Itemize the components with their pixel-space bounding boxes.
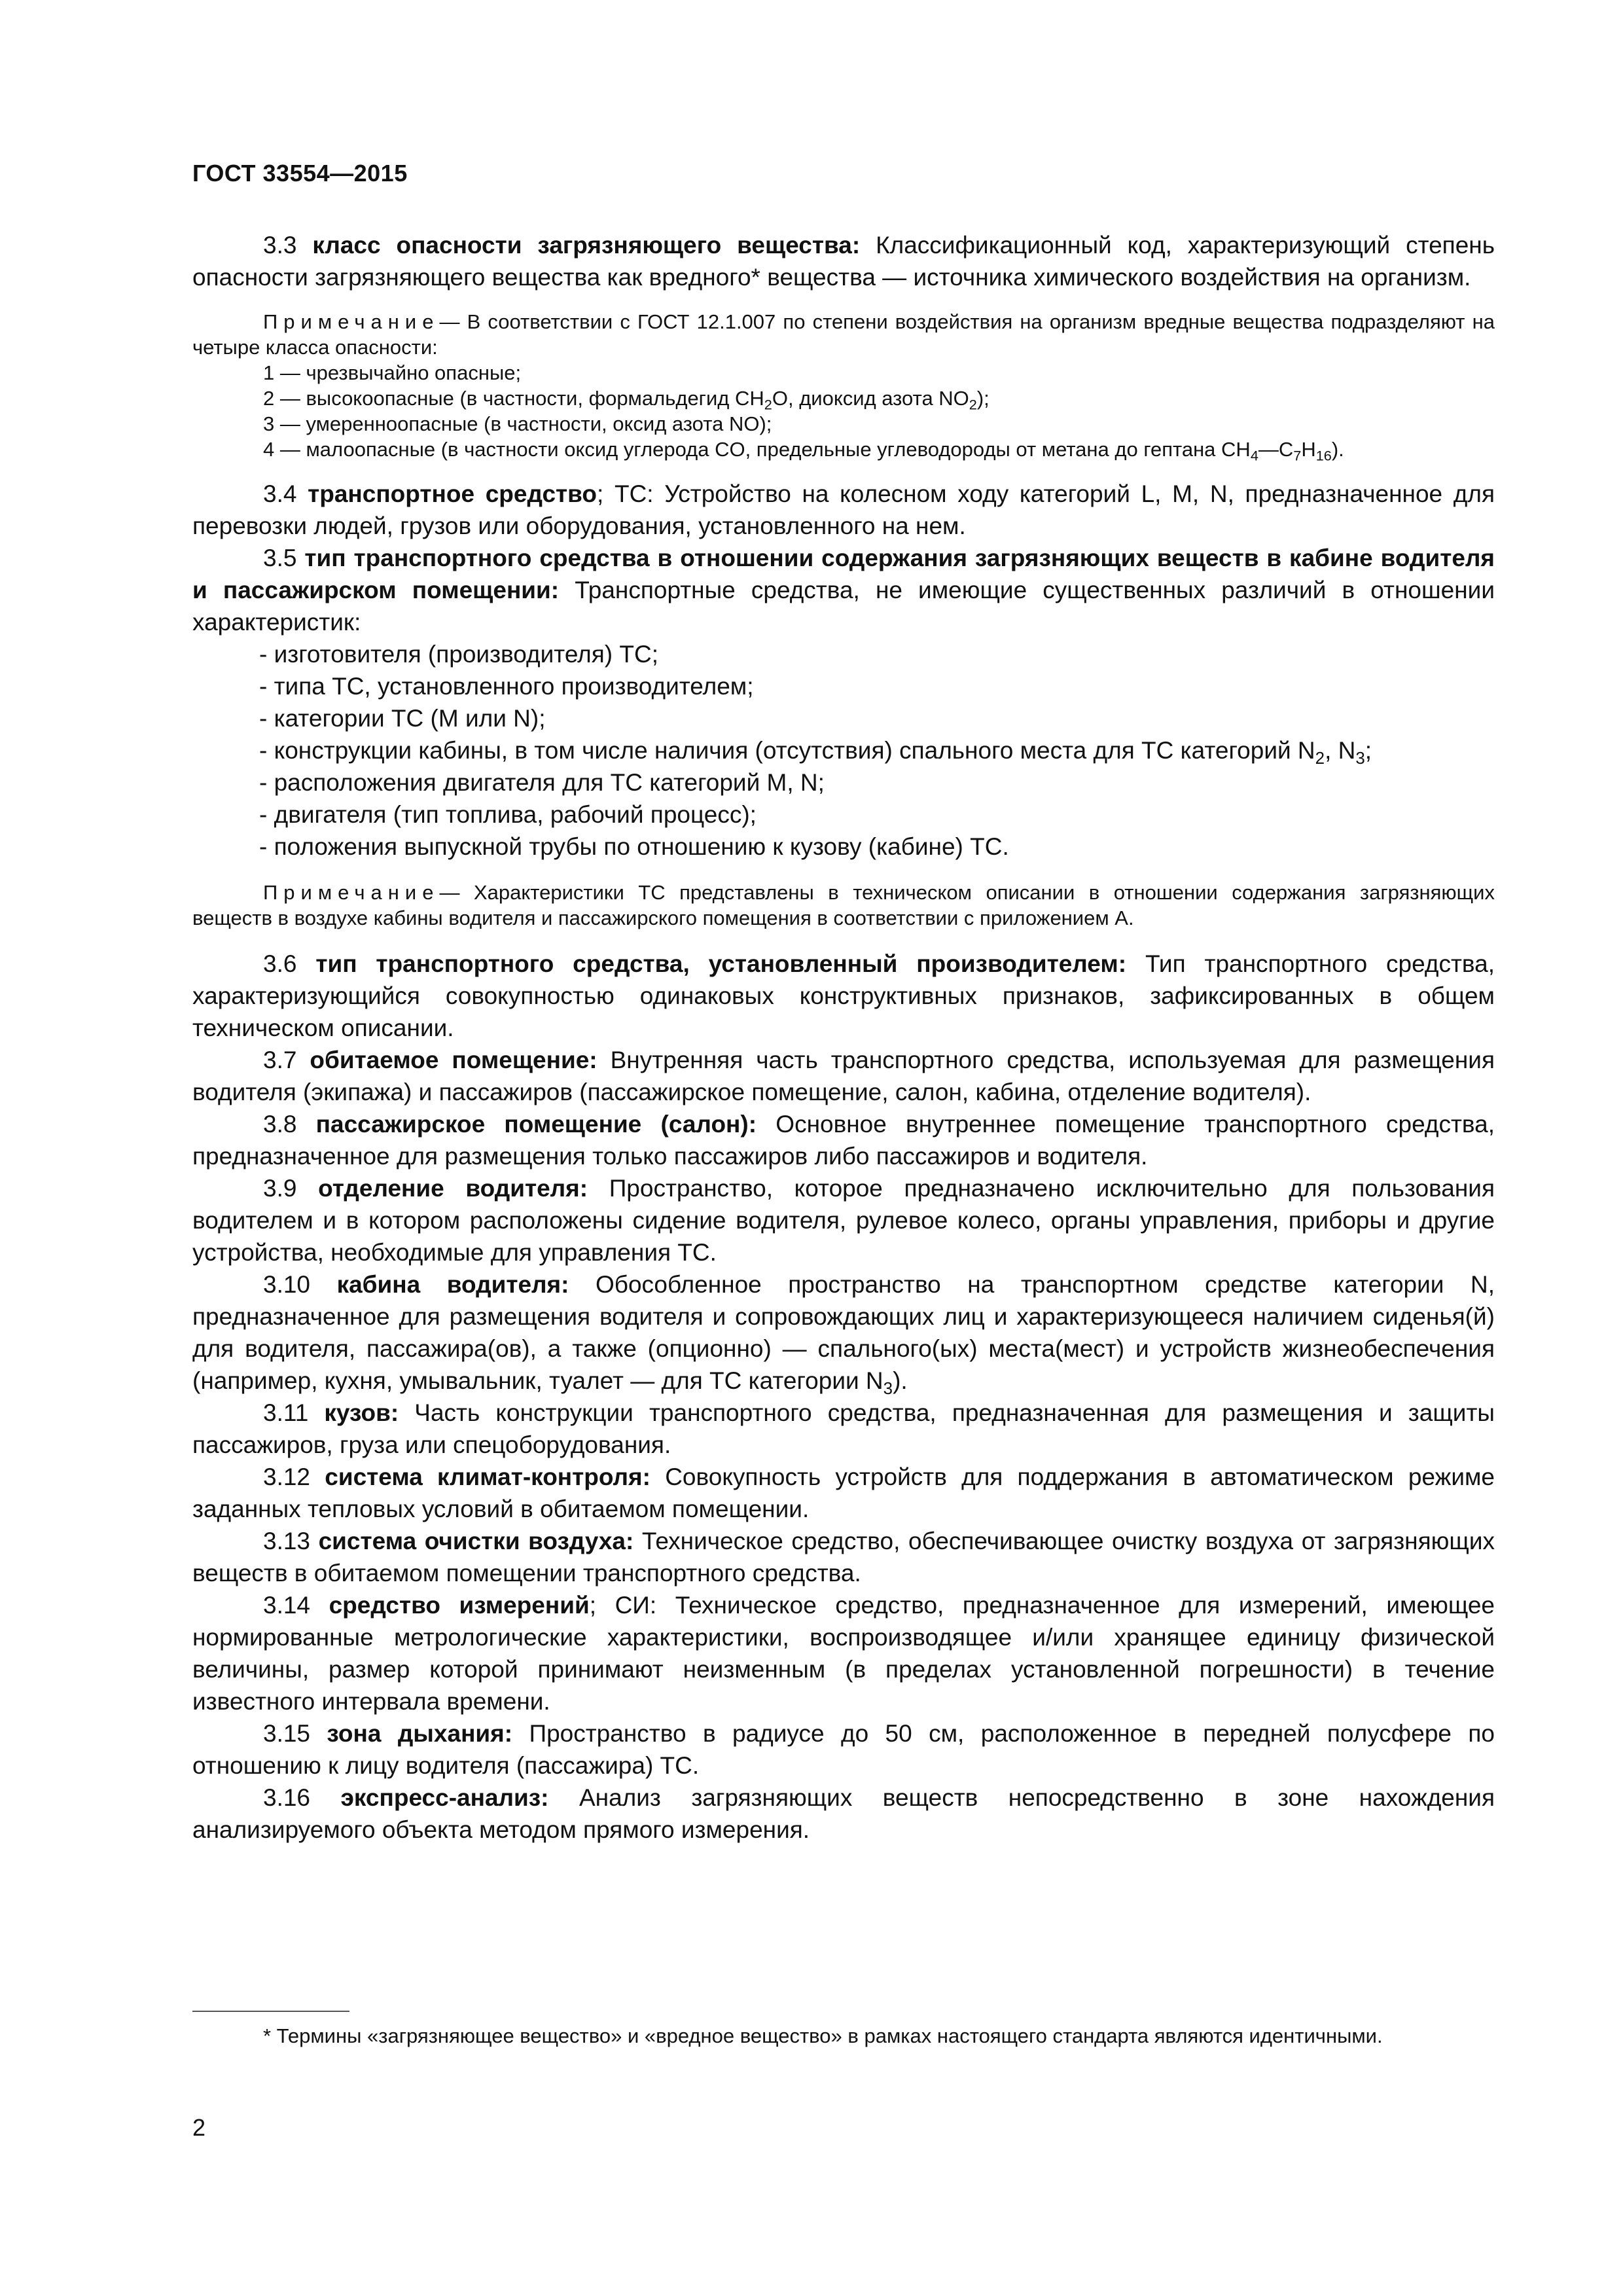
definition-text: Транспортные средства, не имеющие существенных различий в отношении характеристик:: [192, 577, 1495, 636]
definition-text: Часть конструкции транспортного средства, предназначенная для размещения и защиты пассажиров, груза или спецоборудования.: [192, 1399, 1495, 1458]
definition-3-15: [192, 1717, 1495, 1782]
definition-3-16: [192, 1782, 1495, 1846]
note-1-item-3: 3 — умеренноопасные (в частности, оксид азота NO);: [263, 412, 772, 435]
note-item-text: ).: [1331, 438, 1344, 461]
term: тип транспортного средства, установленный производителем:: [315, 950, 1127, 977]
definition-text: Основное внутреннее помещение транспортного средства, предназначенное для размещения только пассажиров либо пассажиров и водителя.: [192, 1111, 1495, 1170]
note-item-text: );: [976, 387, 990, 410]
list-item: - положения выпускной трубы по отношению к кузову (кабине) ТС.: [259, 833, 1009, 860]
clause-number: 3.12: [263, 1463, 325, 1490]
list-item: - изготовителя (производителя) ТС;: [259, 641, 659, 668]
definition-3-6: [192, 948, 1495, 1044]
list-item-text: , N: [1325, 737, 1356, 764]
term: система климат-контроля:: [325, 1463, 651, 1490]
definition-text: Анализ загрязняющих веществ непосредственно в зоне нахождения анализируемого объекта методом прямого измерения.: [192, 1784, 1495, 1843]
clause-number: 3.4: [263, 480, 308, 507]
note-item-text: —C: [1258, 438, 1294, 461]
definition-3-7: [192, 1044, 1495, 1108]
note-1-item-2: [192, 386, 1495, 411]
note-text: — В соответствии с ГОСТ 12.1.007 по степени воздействия на организм вредные вещества подразделяют на четыре класса опасности:: [192, 310, 1495, 359]
definition-3-5: [192, 542, 1495, 638]
clause-number: 3.16: [263, 1784, 341, 1811]
list-item: - расположения двигателя для ТС категорий M, N;: [259, 769, 825, 796]
definition-text: Совокупность устройств для поддержания в автоматическом режиме заданных тепловых условий в обитаемом помещении.: [192, 1463, 1495, 1522]
definition-3-3: [192, 229, 1495, 293]
note-1-item-1: 1 — чрезвычайно опасные;: [263, 361, 522, 384]
definition-text: Классификационный код, характеризующий степень опасности загрязняющего вещества как вредного* вещества — источника химического воздействия на организм.: [192, 232, 1495, 291]
list-item-text: ;: [1364, 737, 1372, 764]
note-label: Примечание: [263, 310, 440, 333]
term: экспресс-анализ:: [340, 1784, 549, 1811]
footnote-divider: [192, 2011, 349, 2012]
subscript: 2: [969, 396, 977, 413]
list-item: - типа ТС, установленного производителем;: [259, 673, 754, 700]
footnote: * Термины «загрязняющее вещество» и «вредное вещество» в рамках настоящего стандарта являются идентичными.: [263, 2024, 1383, 2047]
definition-text: ; ТС: Устройство на колесном ходу категорий L, M, N, предназначенное для перевозки людей, грузов или оборудования, установленного на нем.: [192, 480, 1495, 539]
note-item-text: 2 — высокоопасные (в частности, формальдегид CH: [263, 387, 764, 410]
term: средство измерений: [329, 1592, 590, 1619]
document-body: [192, 229, 1495, 1846]
clause-number: 3.13: [263, 1528, 319, 1554]
definition-3-8: [192, 1108, 1495, 1172]
list-item: [192, 734, 1495, 766]
clause-number: 3.8: [263, 1111, 316, 1138]
definition-text: Пространство, которое предназначено исключительно для пользования водителем и в котором расположены сидение водителя, рулевое колесо, органы управления, приборы и другие устройства, необходимые для управления ТС.: [192, 1175, 1495, 1266]
subscript: 2: [764, 396, 772, 413]
list-item: - двигателя (тип топлива, рабочий процесс);: [259, 801, 757, 828]
note-1-item-4: [192, 437, 1495, 462]
note-item-text: O, диоксид азота NO: [772, 387, 969, 410]
document-header: ГОСТ 33554—2015: [192, 160, 408, 187]
list-item-text: - конструкции кабины, в том числе наличия (отсутствия) спального места для ТС категорий N: [259, 737, 1315, 764]
term: транспортное средство: [308, 480, 597, 507]
clause-number: 3.9: [263, 1175, 319, 1202]
note-text: — Характеристики ТС представлены в техническом описании в отношении содержания загрязняющих веществ в воздухе кабины водителя и пассажирского помещения в соответствии с приложением А.: [192, 881, 1495, 929]
subscript: 3: [883, 1379, 893, 1398]
note-2: [192, 880, 1495, 931]
term: обитаемое помещение:: [310, 1047, 597, 1073]
clause-number: 3.15: [263, 1720, 327, 1747]
subscript: 2: [1315, 749, 1325, 768]
definition-3-13: [192, 1525, 1495, 1589]
subscript: 16: [1315, 447, 1332, 464]
definition-3-9: [192, 1172, 1495, 1268]
definition-3-14: [192, 1589, 1495, 1717]
definition-text: Внутренняя часть транспортного средства, используемая для размещения водителя (экипажа) и пассажиров (пассажирское помещение, салон, кабина, отделение водителя).: [192, 1047, 1495, 1105]
definition-3-11: [192, 1397, 1495, 1461]
note-1: [192, 309, 1495, 360]
clause-number: 3.14: [263, 1592, 329, 1619]
term: пассажирское помещение (салон):: [315, 1111, 757, 1138]
note-item-text: H: [1301, 438, 1316, 461]
term: кузов:: [324, 1399, 399, 1426]
clause-number: 3.3: [263, 232, 313, 259]
term: зона дыхания:: [327, 1720, 513, 1747]
term: тип транспортного средства в отношении содержания загрязняющих веществ в кабине водителя и пассажирском помещении:: [192, 545, 1495, 603]
clause-number: 3.5: [263, 545, 305, 571]
subscript: 3: [1355, 749, 1365, 768]
note-item-text: 4 — малоопасные (в частности оксид углерода CO, предельные углеводороды от метана до гептана CH: [263, 438, 1251, 461]
definition-3-12: [192, 1461, 1495, 1525]
clause-number: 3.10: [263, 1271, 337, 1298]
note-label: Примечание: [263, 881, 440, 904]
term: система очистки воздуха:: [318, 1528, 634, 1554]
definition-text: Тип транспортного средства, характеризующийся совокупностью одинаковых конструктивных признаков, зафиксированных в общем техническом описании.: [192, 950, 1495, 1041]
subscript: 4: [1250, 447, 1258, 464]
definition-3-10: [192, 1268, 1495, 1397]
definition-text: Пространство в радиусе до 50 см, расположенное в передней полусфере по отношению к лицу водителя (пассажира) ТС.: [192, 1720, 1495, 1779]
definition-text: Техническое средство, обеспечивающее очистку воздуха от загрязняющих веществ в обитаемом помещении транспортного средства.: [192, 1528, 1495, 1587]
clause-number: 3.11: [263, 1399, 325, 1426]
definition-text: ).: [893, 1367, 908, 1394]
clause-number: 3.7: [263, 1047, 310, 1073]
term: класс опасности загрязняющего вещества:: [312, 232, 861, 259]
definition-text: ; СИ: Техническое средство, предназначенное для измерений, имеющее нормированные метрологические характеристики, воспроизводящее и/или хранящее единицу физической величины, размер которой принимают неизменным (в пределах установленной погрешности) в течение известного интервала времени.: [192, 1592, 1495, 1715]
list-item: - категории ТС (M или N);: [259, 705, 546, 732]
definition-3-4: [192, 478, 1495, 542]
page-number: 2: [192, 2114, 206, 2141]
term: кабина водителя:: [336, 1271, 569, 1298]
clause-number: 3.6: [263, 950, 316, 977]
subscript: 7: [1293, 447, 1302, 464]
term: отделение водителя:: [318, 1175, 588, 1202]
definition-text: Обособленное пространство на транспортном средстве категории N, предназначенное для размещения водителя и сопровождающих лиц и характеризующееся наличием сиденья(й) для водителя, пассажира(ов), а также (опционно) — спального(ых) места(мест) и устройств жизнеобеспечения (например, кухня, умывальник, туалет — для ТС категории N: [192, 1271, 1495, 1394]
